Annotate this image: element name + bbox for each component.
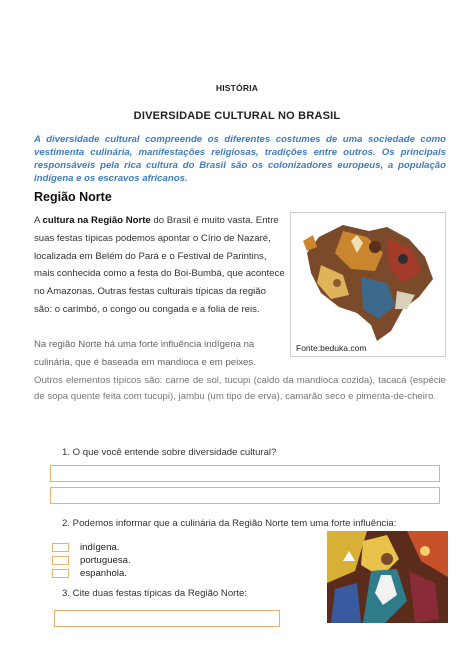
question-3: 3. Cite duas festas típicas da Região Norte: bbox=[62, 588, 248, 599]
region-paragraph bbox=[34, 212, 286, 319]
elements-paragraph: Outros elementos típicos são: carne de sol, tucupi (caldo da mandioca cozida), tacacá (espécie de sopa quente feita com tucupi), jambu (um tipo de erva), camarão seco e pimenta-de-cheiro. bbox=[34, 375, 446, 403]
image-source-caption: Fonte:beduka.com bbox=[296, 343, 367, 353]
intro-paragraph: A diversidade cultural compreende os diferentes costumes de uma sociedade como vestimenta culinária, manifestações religiosas, tradições entre outros. Os principais responsáveis pela rica cultura do Brasil são os colonizadores europeus, a população indígena e os escravos africanos. bbox=[34, 134, 446, 184]
option-label-espanhola: espanhola. bbox=[80, 568, 127, 579]
region-paragraph-rest: do Brasil é muito vasta. Entre suas festas típicas podemos apontar o Círio de Nazaré, localizada em Belém do Pará e o Festival de Parintins, mais conhecida como a festa do Boi-Bumbá, que acontece no Amazonas. Outras festas culturais típicas da região são: o carimbó, o congo ou congada e a folia de reis. bbox=[34, 215, 285, 315]
cuisine-paragraph: Na região Norte há uma forte influência indígena na culinária, que é baseada em mandioca e em peixes. bbox=[34, 339, 256, 368]
answer-1-line-1[interactable] bbox=[50, 465, 440, 482]
question-2: 2. Podemos informar que a culinária da Região Norte tem uma forte influência: bbox=[62, 518, 397, 529]
option-label-indigena: indígena. bbox=[80, 542, 120, 553]
brazil-map-image bbox=[290, 212, 446, 357]
option-label-portuguesa: portuguesa. bbox=[80, 555, 131, 566]
festival-illustration bbox=[327, 531, 448, 623]
question-1: 1. O que você entende sobre diversidade cultural? bbox=[62, 447, 277, 458]
answer-3-line[interactable] bbox=[54, 610, 280, 627]
option-checkbox-portuguesa[interactable] bbox=[52, 556, 69, 565]
answer-1-line-2[interactable] bbox=[50, 487, 440, 504]
brazil-collage-illustration bbox=[291, 213, 445, 356]
option-checkbox-indigena[interactable] bbox=[52, 543, 69, 552]
festival-photo bbox=[327, 531, 448, 623]
subject-label: HISTÓRIA bbox=[215, 83, 259, 93]
option-checkbox-espanhola[interactable] bbox=[52, 569, 69, 578]
section-heading: Região Norte bbox=[34, 190, 112, 204]
region-paragraph-start: A bbox=[34, 215, 43, 226]
page-title: DIVERSIDADE CULTURAL NO BRASIL bbox=[133, 110, 341, 122]
region-paragraph-bold: cultura na Região Norte bbox=[42, 215, 151, 226]
